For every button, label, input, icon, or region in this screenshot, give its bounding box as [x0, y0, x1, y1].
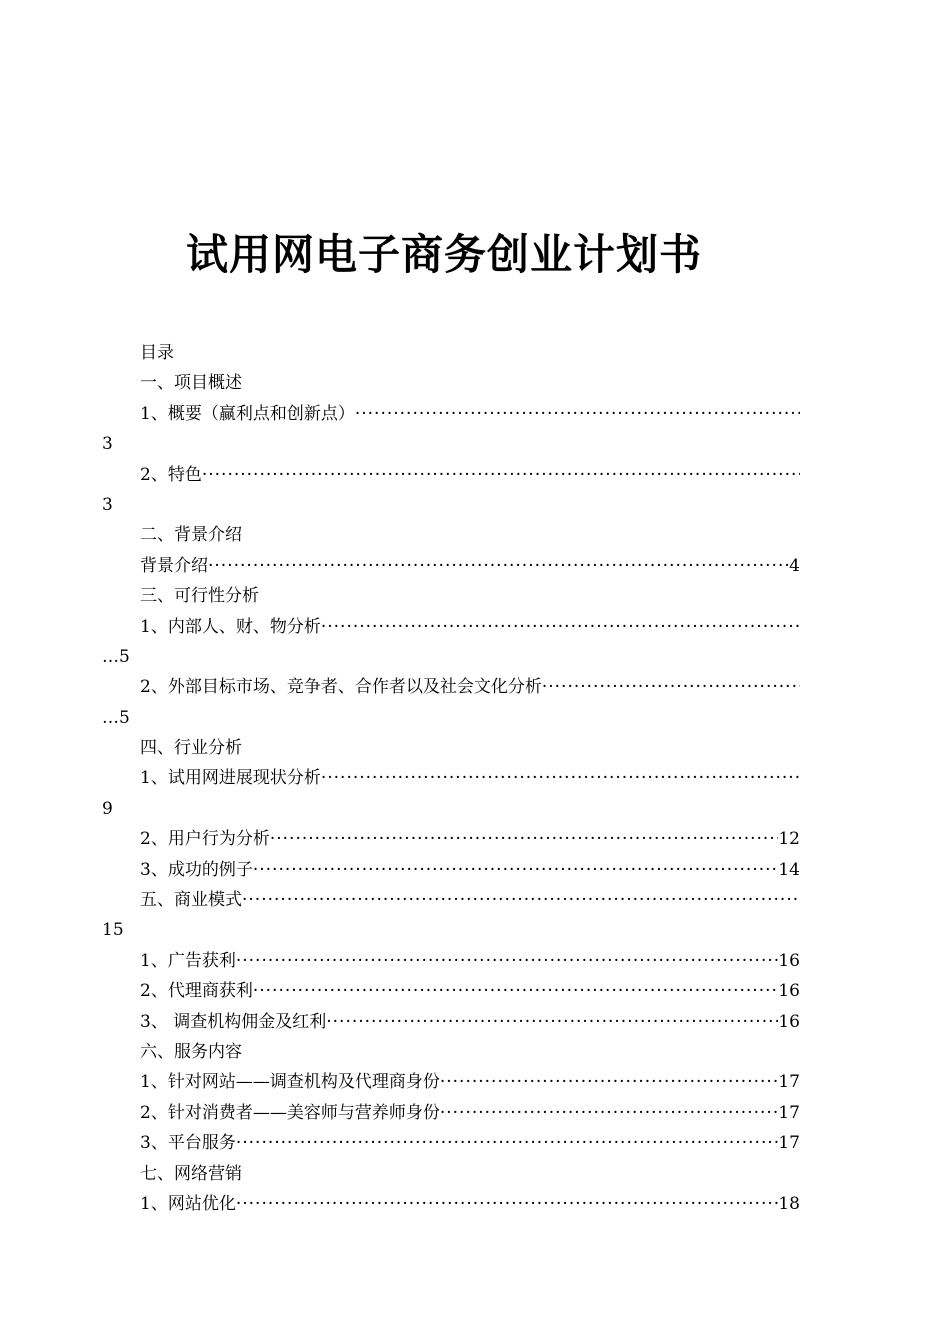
toc-page-number: 17 [778, 1133, 800, 1154]
toc-section-heading-text: 一、项目概述 [140, 373, 242, 394]
toc-leader-dots [253, 976, 779, 1006]
toc-leader-dots [440, 1067, 779, 1097]
toc-wrapped-page-number [0, 703, 950, 733]
toc-wrapped-text: 15 [102, 920, 124, 941]
toc-entry-label: 1、网站优化 [140, 1193, 236, 1214]
toc-entry-link[interactable] [140, 976, 800, 1006]
toc-page-number: 17 [778, 1072, 800, 1093]
toc-entry-label: 3、成功的例子 [140, 859, 253, 880]
toc-section-heading [0, 520, 950, 550]
toc-page-number: 18 [778, 1193, 800, 1214]
toc-entry-link[interactable] [140, 399, 800, 429]
toc-entry-link[interactable] [140, 551, 800, 581]
toc-entry-link[interactable] [140, 946, 800, 976]
toc-entry [0, 612, 950, 642]
toc-entry [0, 1128, 950, 1158]
toc-entry-link[interactable] [140, 1007, 800, 1037]
toc-leader-dots [321, 612, 800, 642]
toc-entry-label: 1、针对网站——调查机构及代理商身份 [140, 1072, 440, 1093]
toc-leader-dots [270, 824, 779, 854]
toc-wrapped-text: 9 [102, 798, 113, 819]
toc-leader-dots [202, 460, 800, 490]
toc-section-heading [0, 733, 950, 763]
toc-wrapped-page-number [0, 642, 950, 672]
toc-section-heading [0, 368, 950, 398]
toc-entry [0, 399, 950, 429]
toc-wrapped-page-number [0, 915, 950, 945]
toc-leader-dots [355, 399, 800, 429]
toc-entry-label: 3、 调查机构佣金及红利 [140, 1011, 327, 1032]
toc-entry-link[interactable] [140, 460, 800, 490]
toc-entry [0, 1098, 950, 1128]
toc-page-number: 17 [778, 1102, 800, 1123]
toc-entry [0, 855, 950, 885]
toc-leader-dots [236, 1189, 779, 1219]
toc-entry-label: 3、平台服务 [140, 1133, 236, 1154]
toc-entry-label: 2、外部目标市场、竞争者、合作者以及社会文化分析 [140, 677, 542, 698]
toc-section-heading-text: 六、服务内容 [140, 1041, 242, 1062]
toc-leader-dots [208, 551, 789, 581]
toc-entry-link[interactable] [140, 824, 800, 854]
toc-entry-label: 1、试用网进展现状分析 [140, 768, 321, 789]
toc-wrapped-page-number [0, 490, 950, 520]
toc-wrapped-page-number [0, 429, 950, 459]
toc-wrapped-text: …5 [102, 707, 130, 728]
toc-entry-label: 1、概要（赢利点和创新点） [140, 403, 355, 424]
toc-leader-dots [326, 1007, 778, 1037]
toc-entry-link[interactable] [140, 672, 800, 702]
toc-entry [0, 885, 950, 915]
toc-entry-label: 2、用户行为分析 [140, 829, 270, 850]
toc-entry-label: 背景介绍 [140, 555, 208, 576]
toc-leader-dots [236, 1128, 779, 1158]
toc-wrapped-text: …5 [102, 646, 130, 667]
toc-entry-label: 1、广告获利 [140, 950, 236, 971]
toc-lines [0, 368, 950, 1219]
toc-section-heading-text: 七、网络营销 [140, 1163, 242, 1184]
toc-page-number: 16 [778, 981, 800, 1002]
toc-section-heading [0, 581, 950, 611]
toc-entry-label: 1、内部人、财、物分析 [140, 616, 321, 637]
toc-leader-dots [236, 946, 779, 976]
toc-page-number: 12 [778, 829, 800, 850]
toc-wrapped-page-number [0, 794, 950, 824]
toc-wrapped-text: 3 [102, 434, 113, 455]
toc-section-heading [0, 1159, 950, 1189]
toc-heading-line [0, 338, 950, 368]
toc-entry-label: 2、针对消费者——美容师与营养师身份 [140, 1102, 440, 1123]
toc-heading: 目录 [140, 343, 174, 363]
toc-leader-dots [440, 1098, 779, 1128]
toc-entry [0, 763, 950, 793]
toc-leader-dots [253, 855, 779, 885]
toc-entry [0, 976, 950, 1006]
toc-wrapped-text: 3 [102, 494, 113, 515]
toc-entry-label: 2、代理商获利 [140, 981, 253, 1002]
toc-page-number: 16 [778, 1011, 800, 1032]
toc-entry-link[interactable] [140, 1067, 800, 1097]
toc-entry [0, 460, 950, 490]
toc-entry-link[interactable] [140, 855, 800, 885]
toc-section-heading-text: 三、可行性分析 [140, 586, 259, 607]
toc-entry-link[interactable] [140, 763, 800, 793]
toc-entry-link[interactable] [140, 885, 800, 915]
table-of-contents [0, 338, 950, 1219]
toc-leader-dots [242, 885, 800, 915]
toc-page-number: 16 [778, 950, 800, 971]
toc-leader-dots [542, 672, 800, 702]
toc-entry [0, 946, 950, 976]
document-title: 试用网电子商务创业计划书 [186, 230, 703, 279]
toc-entry [0, 551, 950, 581]
toc-entry [0, 1067, 950, 1097]
toc-section-heading-text: 二、背景介绍 [140, 525, 242, 546]
toc-entry [0, 672, 950, 702]
toc-entry-label: 2、特色 [140, 464, 202, 485]
toc-entry [0, 1007, 950, 1037]
toc-entry-link[interactable] [140, 1098, 800, 1128]
toc-entry-label: 五、商业模式 [140, 890, 242, 911]
toc-section-heading [0, 1037, 950, 1067]
toc-section-heading-text: 四、行业分析 [140, 738, 242, 759]
toc-entry-link[interactable] [140, 1189, 800, 1219]
toc-entry [0, 824, 950, 854]
toc-entry [0, 1189, 950, 1219]
toc-page-number: 14 [778, 859, 800, 880]
toc-page-number: 4 [789, 555, 800, 576]
toc-entry-link[interactable] [140, 612, 800, 642]
toc-leader-dots [321, 763, 800, 793]
toc-entry-link[interactable] [140, 1128, 800, 1158]
